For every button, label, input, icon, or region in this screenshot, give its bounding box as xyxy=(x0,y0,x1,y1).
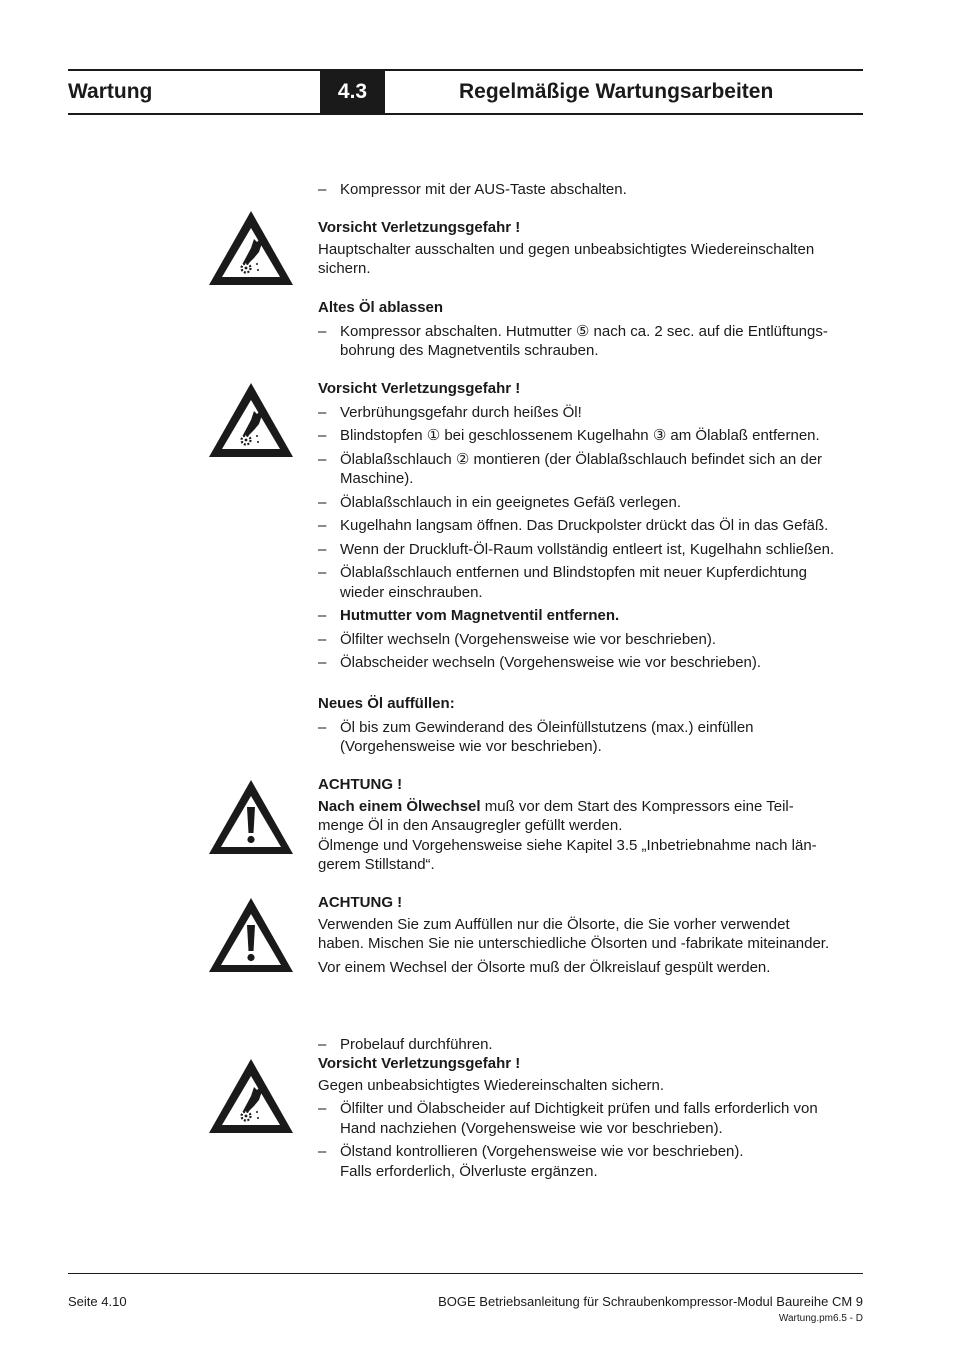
hand-injury-warning-icon xyxy=(205,1056,297,1136)
list-item: – Hutmutter vom Magnetventil entfernen. xyxy=(318,607,620,624)
refill-block xyxy=(318,694,866,757)
list-item: – Öl bis zum Gewinderand des Öleinfüllstutzens (max.) einfüllen (Vorgehensweise wie vor beschrieben). xyxy=(318,718,754,755)
warning-text: Hauptschalter ausschalten und gegen unbeabsichtigtes Wiedereinschalten xyxy=(318,240,815,258)
attention-text: gerem Stillstand“. xyxy=(318,856,435,873)
attention-heading: ACHTUNG ! xyxy=(318,894,403,911)
warning-block-2 xyxy=(318,379,866,673)
attention-block-2 xyxy=(318,893,866,977)
attention-text: Vor einem Wechsel der Ölsorte muß der Ölkreislauf gespült werden. xyxy=(318,958,771,976)
section-number-label: 4.3 xyxy=(337,80,368,103)
list-item: – Ölfilter wechseln (Vorgehensweise wie vor beschrieben). xyxy=(318,630,717,648)
attention-heading: ACHTUNG ! xyxy=(318,776,403,793)
section-title: Wartung xyxy=(68,80,153,103)
list-item: – Wenn der Druckluft-Öl-Raum vollständig entleert ist, Kugelhahn schließen. xyxy=(318,540,835,558)
footer-rule xyxy=(68,1273,863,1274)
hand-injury-warning-icon xyxy=(205,380,297,460)
attention-text: Verwenden Sie zum Auffüllen nur die Ölsorte, die Sie vorher verwendet xyxy=(318,915,790,933)
list-item: – Ölabscheider wechseln (Vorgehensweise wie vor beschrieben). xyxy=(318,654,762,671)
warning-heading: Vorsicht Verletzungsgefahr ! xyxy=(318,1055,521,1072)
list-item: – Verbrühungsgefahr durch heißes Öl! xyxy=(318,403,582,421)
list-item: – Probelauf durchführen. xyxy=(318,1035,493,1053)
warning-block-3 xyxy=(318,1054,866,1181)
section-number xyxy=(320,70,385,114)
exclamation-warning-icon xyxy=(205,777,297,857)
drain-block xyxy=(318,298,866,361)
document-title: BOGE Betriebsanleitung für Schraubenkompressor-Modul Baureihe CM 9 xyxy=(438,1294,863,1309)
attention-block-1 xyxy=(318,775,866,875)
list-item: – Ölablaßschlauch in ein geeignetes Gefäß verlegen. xyxy=(318,493,682,511)
warning-heading: Vorsicht Verletzungsgefahr ! xyxy=(318,380,521,397)
page-number: Seite 4.10 xyxy=(68,1294,127,1309)
page-title: Regelmäßige Wartungsarbeiten xyxy=(459,80,774,103)
header-bottom-rule xyxy=(68,113,863,115)
attention-text: menge Öl in den Ansaugregler gefüllt werden. xyxy=(318,817,623,834)
list-item: – Kompressor abschalten. Hutmutter ⑤ nach ca. 2 sec. auf die Entlüftungs- bohrung des Magnetventils schrauben. xyxy=(318,322,828,359)
section-heading: Neues Öl auffüllen: xyxy=(318,695,455,712)
list-item: – Kugelhahn langsam öffnen. Das Druckpolster drückt das Öl in das Gefäß. xyxy=(318,517,829,534)
attention-text: Nach einem Ölwechsel muß vor dem Start des Kompressors eine Teil- xyxy=(318,797,794,815)
section-heading: Altes Öl ablassen xyxy=(318,299,444,316)
list-item: – Blindstopfen ① bei geschlossenem Kugelhahn ③ am Ölablaß entfernen. xyxy=(318,427,820,444)
warning-block-1 xyxy=(318,218,866,279)
list-item: – Ölablaßschlauch ② montieren (der Ölablaßschlauch befindet sich an der Maschine). xyxy=(318,450,823,487)
header-top-rule xyxy=(68,69,863,71)
warning-heading: Vorsicht Verletzungsgefahr ! xyxy=(318,219,521,236)
warning-text: sichern. xyxy=(318,260,371,277)
hand-injury-warning-icon xyxy=(205,208,297,288)
list-item: – Ölstand kontrollieren (Vorgehensweise wie vor beschrieben). Falls erforderlich, Ölverluste ergänzen. xyxy=(318,1143,744,1180)
attention-text: Ölmenge und Vorgehensweise siehe Kapitel 3.5 „Inbetriebnahme nach län- xyxy=(318,836,817,854)
list-item: – Kompressor mit der AUS-Taste abschalten. xyxy=(318,181,627,198)
exclamation-warning-icon xyxy=(205,895,297,975)
list-item: – Ölablaßschlauch entfernen und Blindstopfen mit neuer Kupferdichtung wieder einschrauben. xyxy=(318,564,807,601)
file-reference: Wartung.pm6.5 - D xyxy=(778,1313,863,1324)
list-item: – Ölfilter und Ölabscheider auf Dichtigkeit prüfen und falls erforderlich von Hand nachziehen (Vorgehensweise wie vor beschrieben). xyxy=(318,1100,818,1137)
attention-text: haben. Mischen Sie nie unterschiedliche Ölsorten und -fabrikate miteinander. xyxy=(318,935,830,952)
warning-text: Gegen unbeabsichtigtes Wiedereinschalten sichern. xyxy=(318,1076,665,1094)
